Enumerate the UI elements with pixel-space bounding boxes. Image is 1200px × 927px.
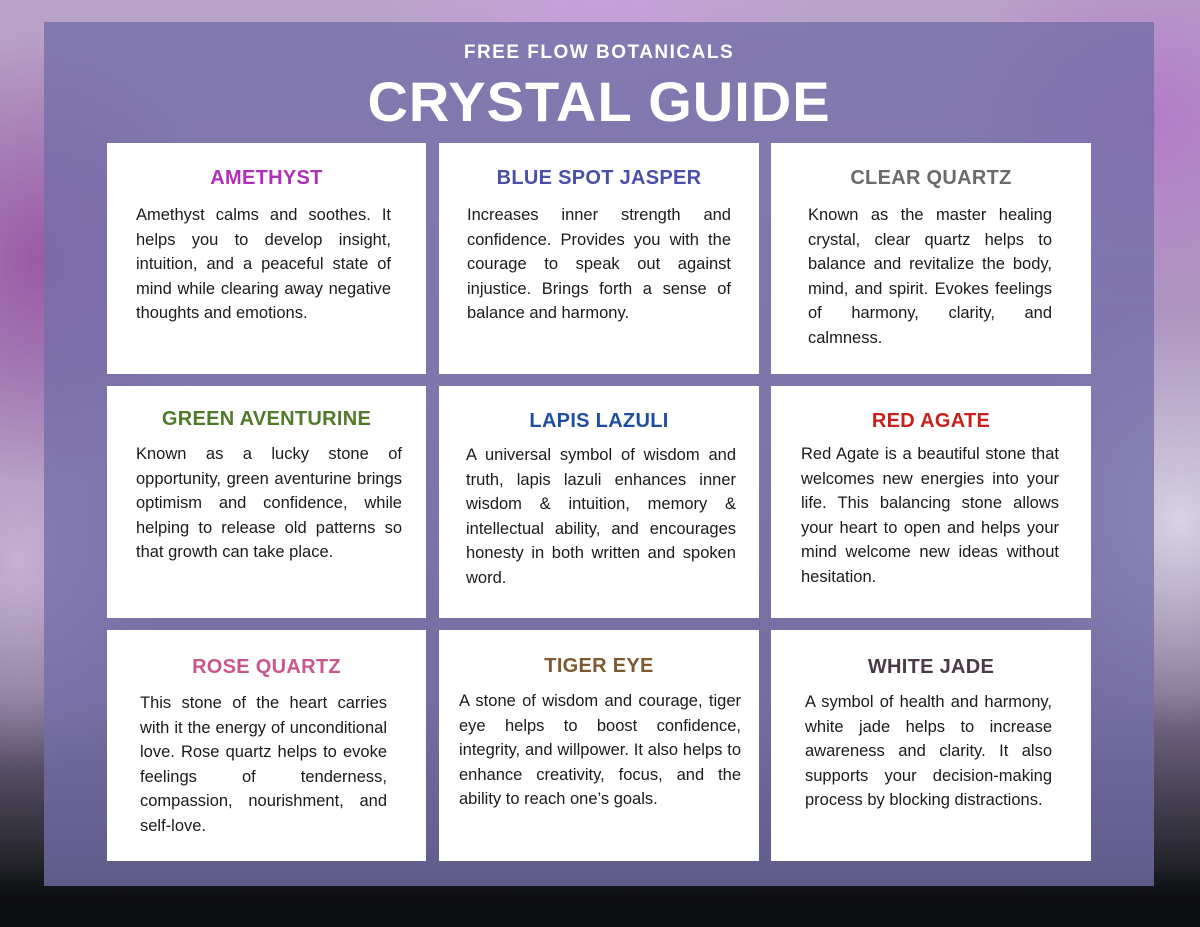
crystal-description: Red Agate is a beautiful stone that welcomes new energies into your life. This balancing stone allows your heart to open and helps your mind welcome new ideas without hesitation.	[801, 445, 1059, 586]
crystal-card-clear-quartz	[771, 143, 1091, 374]
crystal-card-lapis-lazuli	[439, 386, 759, 618]
crystal-description: A universal symbol of wisdom and truth, lapis lazuli enhances inner wisdom & intuition, memory & intellectual ability, and encourages honesty in both written and spoken word.	[466, 446, 736, 587]
crystal-name: WHITE JADE	[867, 656, 995, 678]
crystal-name: GREEN AVENTURINE	[161, 408, 372, 430]
crystal-name: TIGER EYE	[544, 655, 654, 677]
crystal-name: ROSE QUARTZ	[192, 656, 341, 678]
crystal-name: LAPIS LAZULI	[529, 410, 669, 432]
crystal-description: Increases inner strength and confidence. Provides you with the courage to speak out against injustice. Brings forth a sense of balance and harmony.	[467, 206, 731, 322]
crystal-name: AMETHYST	[210, 167, 323, 189]
brand-name: FREE FLOW BOTANICALS	[463, 42, 735, 63]
crystal-card-amethyst	[107, 143, 426, 374]
crystal-description: A stone of wisdom and courage, tiger eye helps to boost confidence, integrity, and willpower. It also helps to enhance creativity, focus, and the ability to reach one’s goals.	[459, 692, 741, 808]
crystal-card-rose-quartz	[107, 630, 426, 861]
crystal-card-blue-spot-jasper	[439, 143, 759, 374]
page-title: CRYSTAL GUIDE	[367, 70, 831, 133]
crystal-name: BLUE SPOT JASPER	[496, 167, 702, 189]
crystal-card-red-agate	[771, 386, 1091, 618]
crystal-name: RED AGATE	[871, 410, 991, 432]
crystal-name: CLEAR QUARTZ	[850, 167, 1012, 189]
crystal-card-white-jade	[771, 630, 1091, 861]
crystal-card-green-aventurine	[107, 386, 426, 618]
crystal-description: Known as a lucky stone of opportunity, green aventurine brings optimism and confidence, while helping to release old patterns so that growth can take place.	[136, 445, 402, 561]
crystal-card-tiger-eye	[439, 630, 759, 861]
crystal-description: A symbol of health and harmony, white jade helps to increase awareness and clarity. It also supports your decision-making process by blocking distractions.	[805, 693, 1052, 809]
crystal-description: Known as the master healing crystal, clear quartz helps to balance and revitalize the body, mind, and spirit. Evokes feelings of harmony, clarity, and calmness.	[808, 206, 1052, 347]
crystal-description: Amethyst calms and soothes. It helps you to develop insight, intuition, and a peaceful state of mind while clearing away negative thoughts and emotions.	[136, 206, 391, 322]
crystal-description: This stone of the heart carries with it the energy of unconditional love. Rose quartz helps to evoke feelings of tenderness, compassion, nourishment, and self-love.	[140, 694, 387, 835]
